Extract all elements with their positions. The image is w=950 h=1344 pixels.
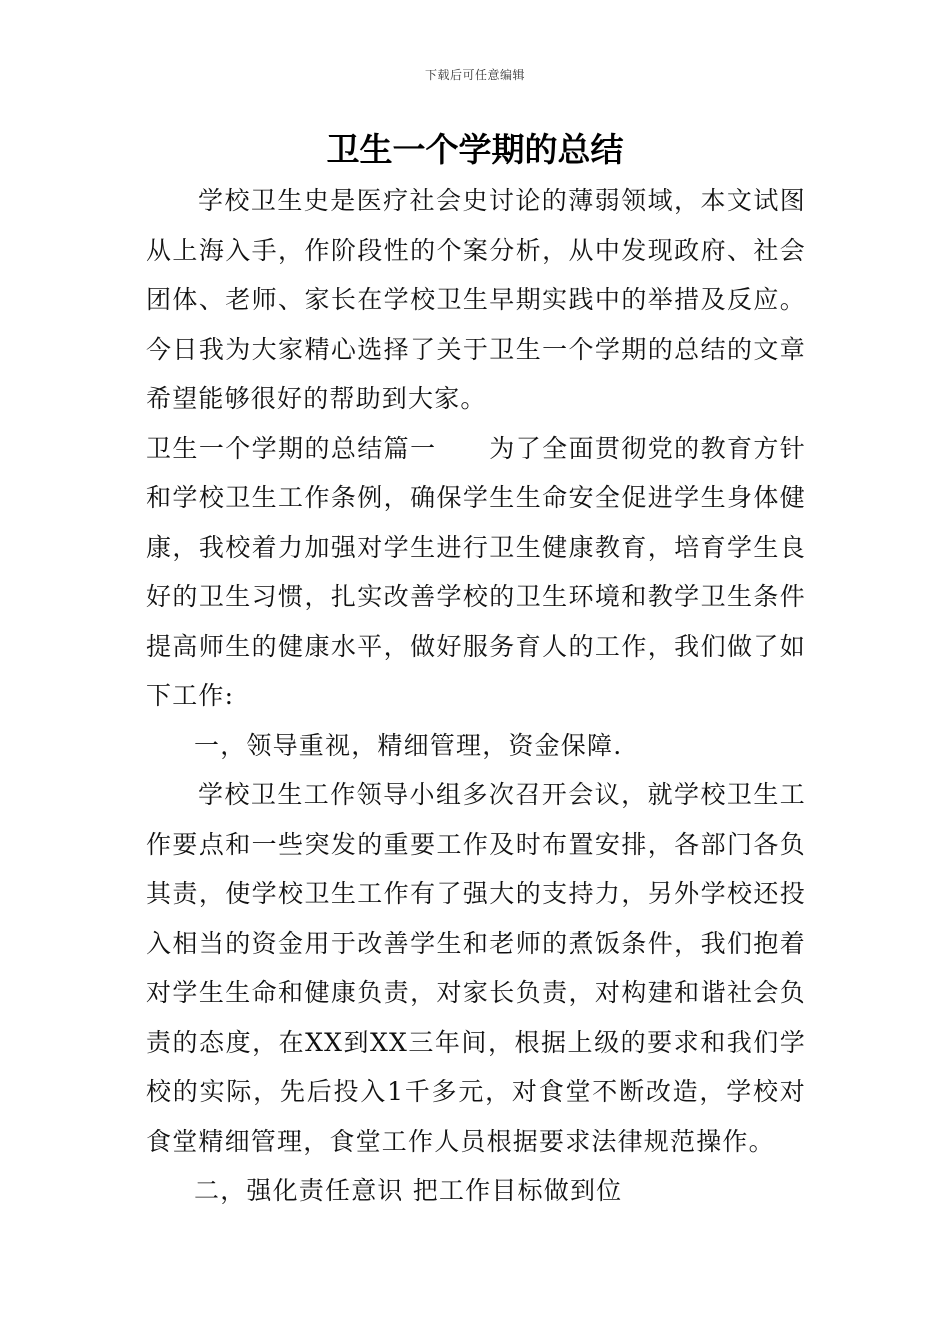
intro-paragraph: 学校卫生史是医疗社会史讨论的薄弱领域，本文试图从上海入手，作阶段性的个案分析，从中发现政府、社会团体、老师、家长在学校卫生早期实践中的举措及反应。今日我为大家精心选择了关于卫生一个学期的总结的文章希望能够很好的帮助到大家。 [146, 186, 806, 413]
document-body [146, 176, 806, 1216]
section-heading-2: 二，强化责任意识 把工作目标做到位 [194, 1176, 623, 1205]
header-note: 下载后可任意编辑 [424, 68, 525, 82]
paragraph-1: 学校卫生工作领导小组多次召开会议，就学校卫生工作要点和一些突发的重要工作及时布置安排，各部门各负其责，使学校卫生工作有了强大的支持力，另外学校还投入相当的资金用于改善学生和老师的煮饭条件，我们抱着对学生生命和健康负责，对家长负责，对构建和谐社会负责的态度，在XX到XX三年间，根据上级的要求和我们学校的实际，先后投入1千多元，对食堂不断改造，学校对食堂精细管理，食堂工作人员根据要求法律规范操作。 [146, 780, 806, 1156]
section1-lead-paragraph: 卫生一个学期的总结篇一 为了全面贯彻党的教育方针和学校卫生工作条例，确保学生生命安全促进学生身体健康，我校着力加强对学生进行卫生健康教育，培育学生良好的卫生习惯，扎实改善学校的卫生环境和教学卫生条件提高师生的健康水平，做好服务育人的工作，我们做了如下工作: [146, 433, 806, 710]
section-heading-1: 一，领导重视，精细管理，资金保障. [194, 730, 623, 760]
document-title: 卫生一个学期的总结 [326, 130, 624, 169]
